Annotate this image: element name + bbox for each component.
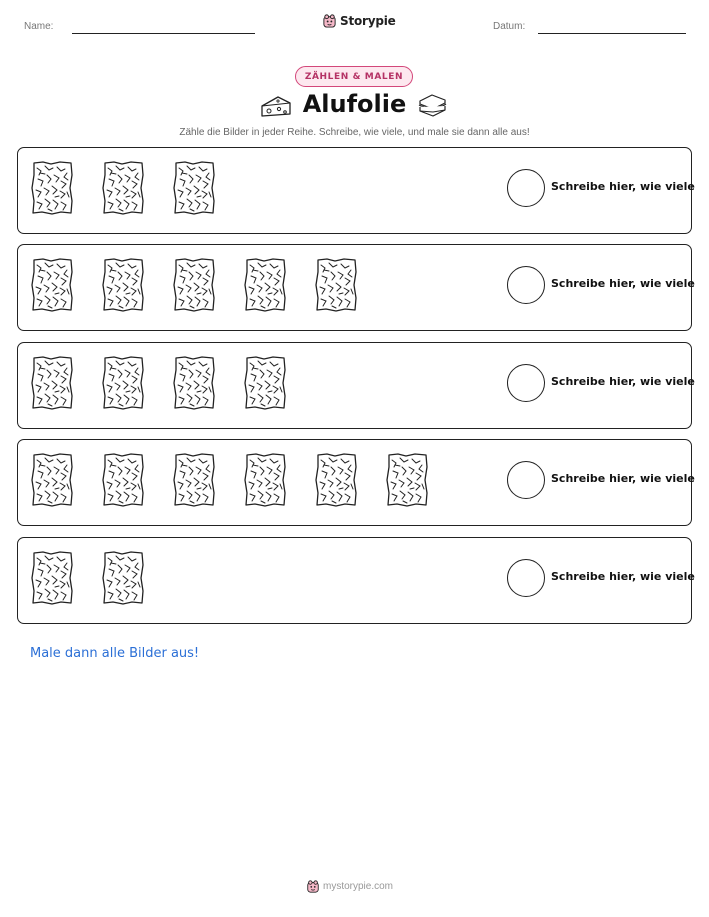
row-items xyxy=(31,453,429,507)
row-items xyxy=(31,356,287,410)
aluminum-foil-icon[interactable] xyxy=(102,453,145,507)
aluminum-foil-icon[interactable] xyxy=(102,551,145,605)
date-line[interactable] xyxy=(538,33,686,34)
footer-url: mystorypie.com xyxy=(323,880,394,892)
answer-circle[interactable] xyxy=(507,461,545,499)
date-label: Datum: xyxy=(493,21,526,32)
counting-row xyxy=(17,439,695,526)
aluminum-foil-icon[interactable] xyxy=(244,258,287,312)
title-row xyxy=(0,90,709,124)
aluminum-foil-icon[interactable] xyxy=(102,258,145,312)
name-line[interactable] xyxy=(72,33,255,34)
aluminum-foil-icon[interactable] xyxy=(315,258,358,312)
aluminum-foil-icon[interactable] xyxy=(173,453,216,507)
counting-row xyxy=(17,244,695,331)
worksheet-title: Alufolie xyxy=(302,90,407,118)
aluminum-foil-icon[interactable] xyxy=(244,356,287,410)
storypie-logo xyxy=(322,13,396,28)
instruction-text: Zähle die Bilder in jeder Reihe. Schreibe, wie viele, und male sie dann alle aus! xyxy=(179,127,530,138)
aluminum-foil-icon[interactable] xyxy=(102,161,145,215)
answer-circle[interactable] xyxy=(507,266,545,304)
answer-circle[interactable] xyxy=(507,169,545,207)
aluminum-foil-icon[interactable] xyxy=(173,356,216,410)
storypie-logo-icon xyxy=(322,13,337,28)
counting-row xyxy=(17,147,695,234)
brand-name: Storypie xyxy=(340,13,396,28)
aluminum-foil-icon[interactable] xyxy=(31,356,74,410)
counting-row xyxy=(17,342,695,429)
aluminum-foil-icon[interactable] xyxy=(102,356,145,410)
answer-label: Schreibe hier, wie viele xyxy=(551,180,695,193)
footer xyxy=(306,879,393,893)
row-items xyxy=(31,161,216,215)
answer-circle[interactable] xyxy=(507,364,545,402)
aluminum-foil-icon[interactable] xyxy=(315,453,358,507)
aluminum-foil-icon[interactable] xyxy=(31,161,74,215)
answer-label: Schreibe hier, wie viele xyxy=(551,375,695,388)
aluminum-foil-icon[interactable] xyxy=(244,453,287,507)
worksheet-header xyxy=(0,0,709,50)
counting-row xyxy=(17,537,695,624)
answer-circle[interactable] xyxy=(507,559,545,597)
storypie-footer-icon xyxy=(306,879,320,893)
aluminum-foil-icon[interactable] xyxy=(31,453,74,507)
sandwich-icon xyxy=(416,93,448,119)
category-badge: ZÄHLEN & MALEN xyxy=(295,66,413,87)
aluminum-foil-icon[interactable] xyxy=(31,258,74,312)
answer-label: Schreibe hier, wie viele xyxy=(551,277,695,290)
name-label: Name: xyxy=(24,21,54,32)
coloring-note: Male dann alle Bilder aus! xyxy=(30,646,200,661)
row-items xyxy=(31,258,358,312)
aluminum-foil-icon[interactable] xyxy=(31,551,74,605)
aluminum-foil-icon[interactable] xyxy=(386,453,429,507)
answer-label: Schreibe hier, wie viele xyxy=(551,570,695,583)
row-items xyxy=(31,551,145,605)
aluminum-foil-icon[interactable] xyxy=(173,161,216,215)
aluminum-foil-icon[interactable] xyxy=(173,258,216,312)
answer-label: Schreibe hier, wie viele xyxy=(551,472,695,485)
